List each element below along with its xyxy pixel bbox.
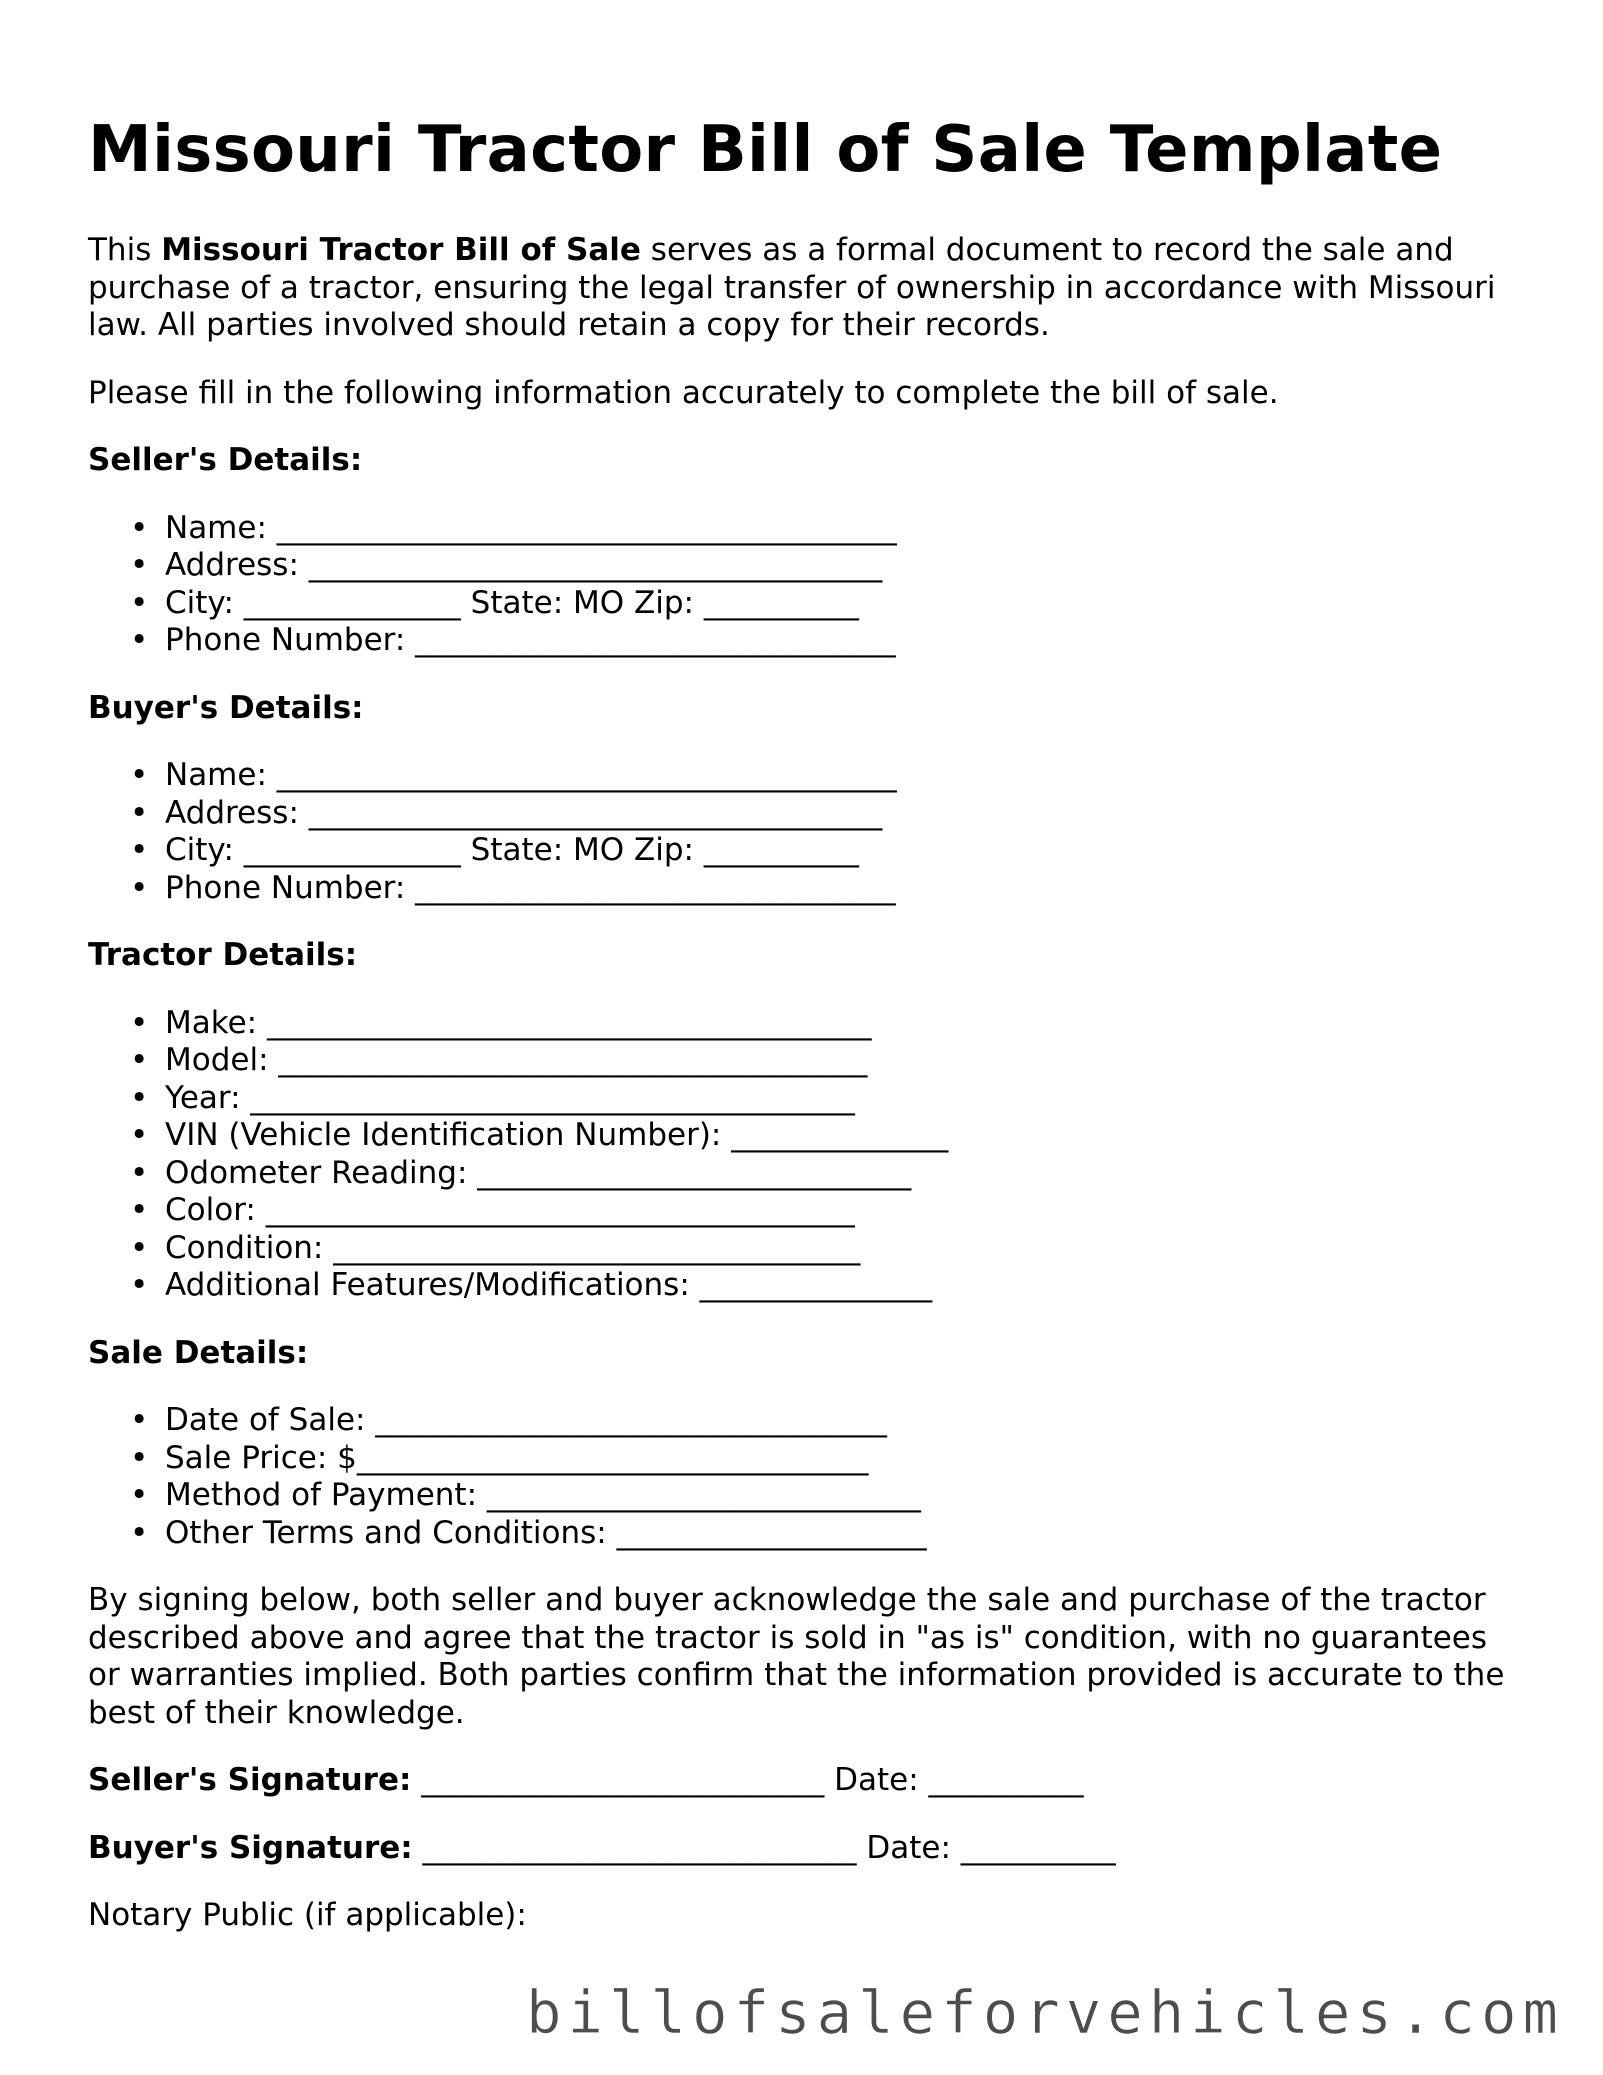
site-watermark: billofsaleforvehicles.com (525, 1978, 1564, 2047)
sale-payment-method-field[interactable]: • Method of Payment: ____________________________ (165, 1477, 1528, 1515)
sale-list (88, 1402, 1528, 1552)
sale-price-field[interactable]: • Sale Price: $_________________________________ (165, 1440, 1528, 1478)
buyer-address-field[interactable]: • Address: _____________________________________ (165, 795, 1528, 833)
buyer-name-field[interactable]: • Name: ________________________________________ (165, 757, 1528, 795)
seller-list (88, 510, 1528, 660)
buyer-signature-line[interactable] (88, 1830, 1528, 1868)
tractor-year-field[interactable]: • Year: _______________________________________ (165, 1080, 1528, 1118)
buyer-signature-label: Buyer's Signature: (88, 1829, 413, 1866)
instruction-paragraph: Please fill in the following information accurately to complete the bill of sale. (88, 374, 1279, 411)
page-title: Missouri Tractor Bill of Sale Template (88, 113, 1443, 187)
intro-paragraph (88, 232, 1528, 345)
buyer-phone-field[interactable]: • Phone Number: _______________________________ (165, 870, 1528, 908)
buyer-list (88, 757, 1528, 907)
tractor-make-field[interactable]: • Make: _______________________________________ (165, 1005, 1528, 1043)
seller-name-field[interactable]: • Name: ________________________________________ (165, 510, 1528, 548)
notary-label: Notary Public (if applicable): (88, 1897, 527, 1933)
sale-heading: Sale Details: (88, 1334, 309, 1371)
intro-prefix: This (88, 232, 162, 268)
intro-bold: Missouri Tractor Bill of Sale (161, 232, 641, 268)
tractor-features-field[interactable]: • Additional Features/Modifications: _______________ (165, 1267, 1528, 1305)
tractor-color-field[interactable]: • Color: ______________________________________ (165, 1192, 1528, 1230)
seller-address-field[interactable]: • Address: _____________________________________ (165, 547, 1528, 585)
buyer-signature-blank[interactable]: ____________________________ Date: __________ (412, 1829, 1116, 1866)
seller-signature-line[interactable] (88, 1762, 1528, 1800)
seller-heading: Seller's Details: (88, 442, 363, 478)
tractor-odometer-field[interactable]: • Odometer Reading: ____________________________ (165, 1155, 1528, 1193)
buyer-city-state-zip-field[interactable]: • City: ______________ State: MO Zip: __________ (165, 832, 1528, 870)
tractor-condition-field[interactable]: • Condition: __________________________________ (165, 1230, 1528, 1268)
seller-signature-label: Seller's Signature: (88, 1762, 412, 1798)
buyer-heading: Buyer's Details: (88, 689, 364, 726)
intro-suffix: serves as a formal document to record the sale and purchase of a tractor, ensuring the legal transfer of ownership in accordance with Missouri law. All parties involved should retain a copy for their records. (88, 232, 1496, 343)
tractor-heading: Tractor Details: (88, 937, 358, 973)
acknowledgement-paragraph: By signing below, both seller and buyer acknowledge the sale and purchase of the tractor described above and agree that the tractor is sold in "as is" condition, with no guarantees or warranties implied. Both parties confirm that the information provided is accurate to the best of their knowledge. (88, 1582, 1505, 1731)
tractor-vin-field[interactable]: • VIN (Vehicle Identification Number): ______________ (165, 1117, 1528, 1155)
tractor-model-field[interactable]: • Model: ______________________________________ (165, 1042, 1528, 1080)
seller-city-state-zip-field[interactable]: • City: ______________ State: MO Zip: __________ (165, 585, 1528, 623)
document-page (88, 108, 1528, 1965)
tractor-list (88, 1005, 1528, 1305)
seller-signature-blank[interactable]: __________________________ Date: __________ (411, 1762, 1084, 1798)
sale-terms-field[interactable]: • Other Terms and Conditions: ____________________ (165, 1515, 1528, 1553)
seller-phone-field[interactable]: • Phone Number: _______________________________ (165, 622, 1528, 660)
sale-date-field[interactable]: • Date of Sale: _________________________________ (165, 1402, 1528, 1440)
